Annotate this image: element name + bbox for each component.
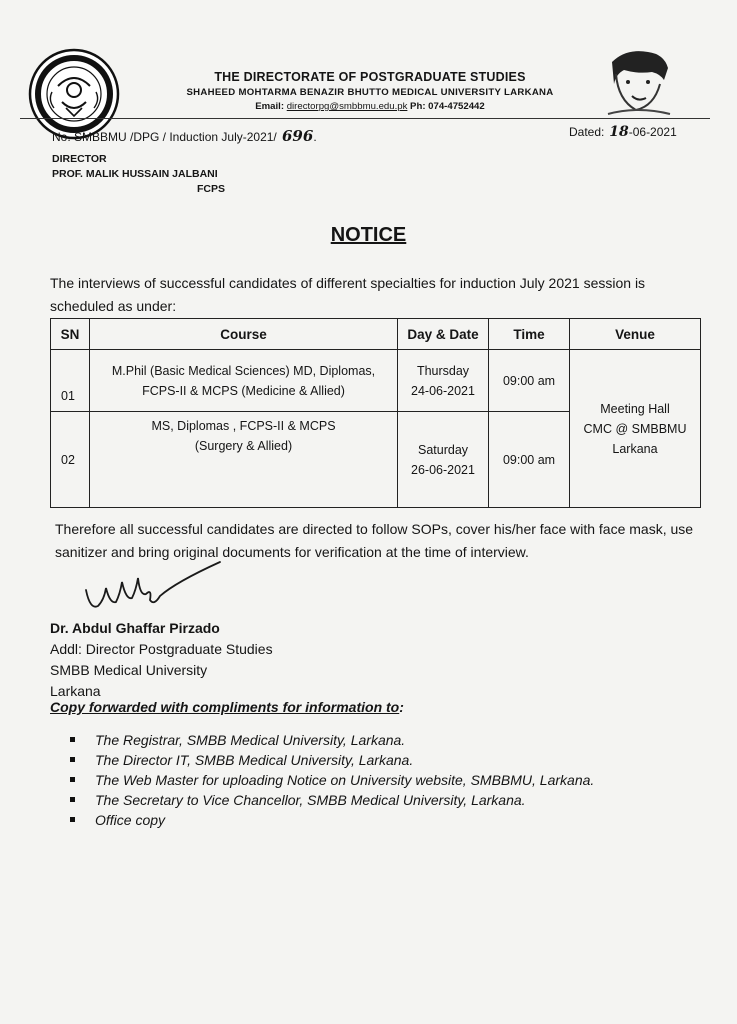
header-venue: Venue <box>570 319 701 350</box>
email-link[interactable]: directorpg@smbbmu.edu.pk <box>286 101 408 112</box>
row-day-date <box>398 350 489 412</box>
row-day-date <box>398 412 489 508</box>
bullet-icon <box>70 737 75 742</box>
intro-paragraph: The interviews of successful candidates of different specialties for induction July 2021 session is scheduled as under: <box>50 275 646 314</box>
dated-handwritten-day: 18 <box>604 124 629 140</box>
row-time: 09:00 am <box>489 350 570 412</box>
course-line: MS, Diplomas , FCPS-II & MCPS <box>151 419 336 433</box>
course-line: M.Phil (Basic Medical Sciences) MD, Diplomas, <box>111 363 376 378</box>
notice-title: NOTICE <box>330 224 407 246</box>
list-item <box>70 730 594 750</box>
reference-number <box>52 127 317 145</box>
row-sn: 01 <box>51 350 90 412</box>
venue-cell <box>570 350 701 508</box>
signatory-org: SMBB Medical University <box>50 662 208 678</box>
header-time: Time <box>489 319 570 350</box>
reference-prefix: No. SMBBMU /DPG / Induction July-2021/ <box>52 130 277 144</box>
reference-dot: . <box>313 130 317 144</box>
row-time: 09:00 am <box>489 412 570 508</box>
row-course <box>90 412 398 508</box>
header-sn: SN <box>51 319 90 350</box>
copy-forwarded-heading <box>50 699 404 715</box>
copy-recipients-list <box>70 730 594 830</box>
list-item <box>70 750 594 770</box>
list-item <box>70 790 594 810</box>
dated-label: Dated: <box>569 125 605 139</box>
recipient-text: Office copy <box>95 812 166 828</box>
venue-line: CMC @ SMBBMU <box>583 421 687 436</box>
phone-text: Ph: 074-4752442 <box>407 101 485 112</box>
row-day: Thursday <box>416 363 470 378</box>
recipient-text: The Director IT, SMBB Medical University, Larkana. <box>95 752 414 768</box>
row-sn: 02 <box>51 412 90 508</box>
instructions-paragraph: Therefore all successful candidates are directed to follow SOPs, cover his/her face with face mask, use sanitizer and bring original documents for verification at the time of interview. <box>55 521 694 560</box>
director-name: PROF. MALIK HUSSAIN JALBANI <box>52 168 218 180</box>
header-date: Day & Date <box>398 319 489 350</box>
contact-line <box>120 101 620 112</box>
email-label: Email: <box>255 101 287 112</box>
signatory-title: Addl: Director Postgraduate Studies <box>50 641 273 657</box>
table-row <box>51 350 701 412</box>
reference-handwritten-number: 696 <box>276 127 314 145</box>
list-item <box>70 810 594 830</box>
course-line: FCPS-II & MCPS (Medicine & Allied) <box>142 383 345 398</box>
copy-heading-colon: : <box>399 699 404 715</box>
bullet-icon <box>70 797 75 802</box>
recipient-text: The Secretary to Vice Chancellor, SMBB Medical University, Larkana. <box>95 792 526 808</box>
bullet-icon <box>70 757 75 762</box>
signatory-block <box>50 618 273 702</box>
signatory-name: Dr. Abdul Ghaffar Pirzado <box>50 620 220 636</box>
header-course: Course <box>90 319 398 350</box>
recipient-text: The Registrar, SMBB Medical University, Larkana. <box>95 732 406 748</box>
director-qualification: FCPS <box>197 183 226 195</box>
venue-line: Meeting Hall <box>600 401 670 416</box>
bullet-icon <box>70 777 75 782</box>
row-date: 26-06-2021 <box>411 462 475 477</box>
directorate-title: THE DIRECTORATE OF POSTGRADUATE STUDIES <box>214 70 526 84</box>
dated-field <box>569 124 677 140</box>
header-divider <box>20 118 710 119</box>
dated-rest: -06-2021 <box>628 125 677 139</box>
director-role: DIRECTOR <box>52 153 107 165</box>
row-day: Saturday <box>417 442 469 457</box>
list-item <box>70 770 594 790</box>
row-course <box>90 350 398 412</box>
row-date: 24-06-2021 <box>411 383 475 398</box>
course-line: (Surgery & Allied) <box>194 439 293 453</box>
venue-line: Larkana <box>612 441 658 456</box>
director-block <box>52 152 225 197</box>
interview-schedule-table <box>50 318 701 508</box>
bullet-icon <box>70 817 75 822</box>
university-name: SHAHEED MOHTARMA BENAZIR BHUTTO MEDICAL UNIVERSITY LARKANA <box>186 87 554 98</box>
copy-heading-text: Copy forwarded with compliments for information to <box>50 699 400 715</box>
recipient-text: The Web Master for uploading Notice on University website, SMBBMU, Larkana. <box>95 772 595 788</box>
signatory-city: Larkana <box>50 683 101 699</box>
table-header-row <box>51 319 701 350</box>
